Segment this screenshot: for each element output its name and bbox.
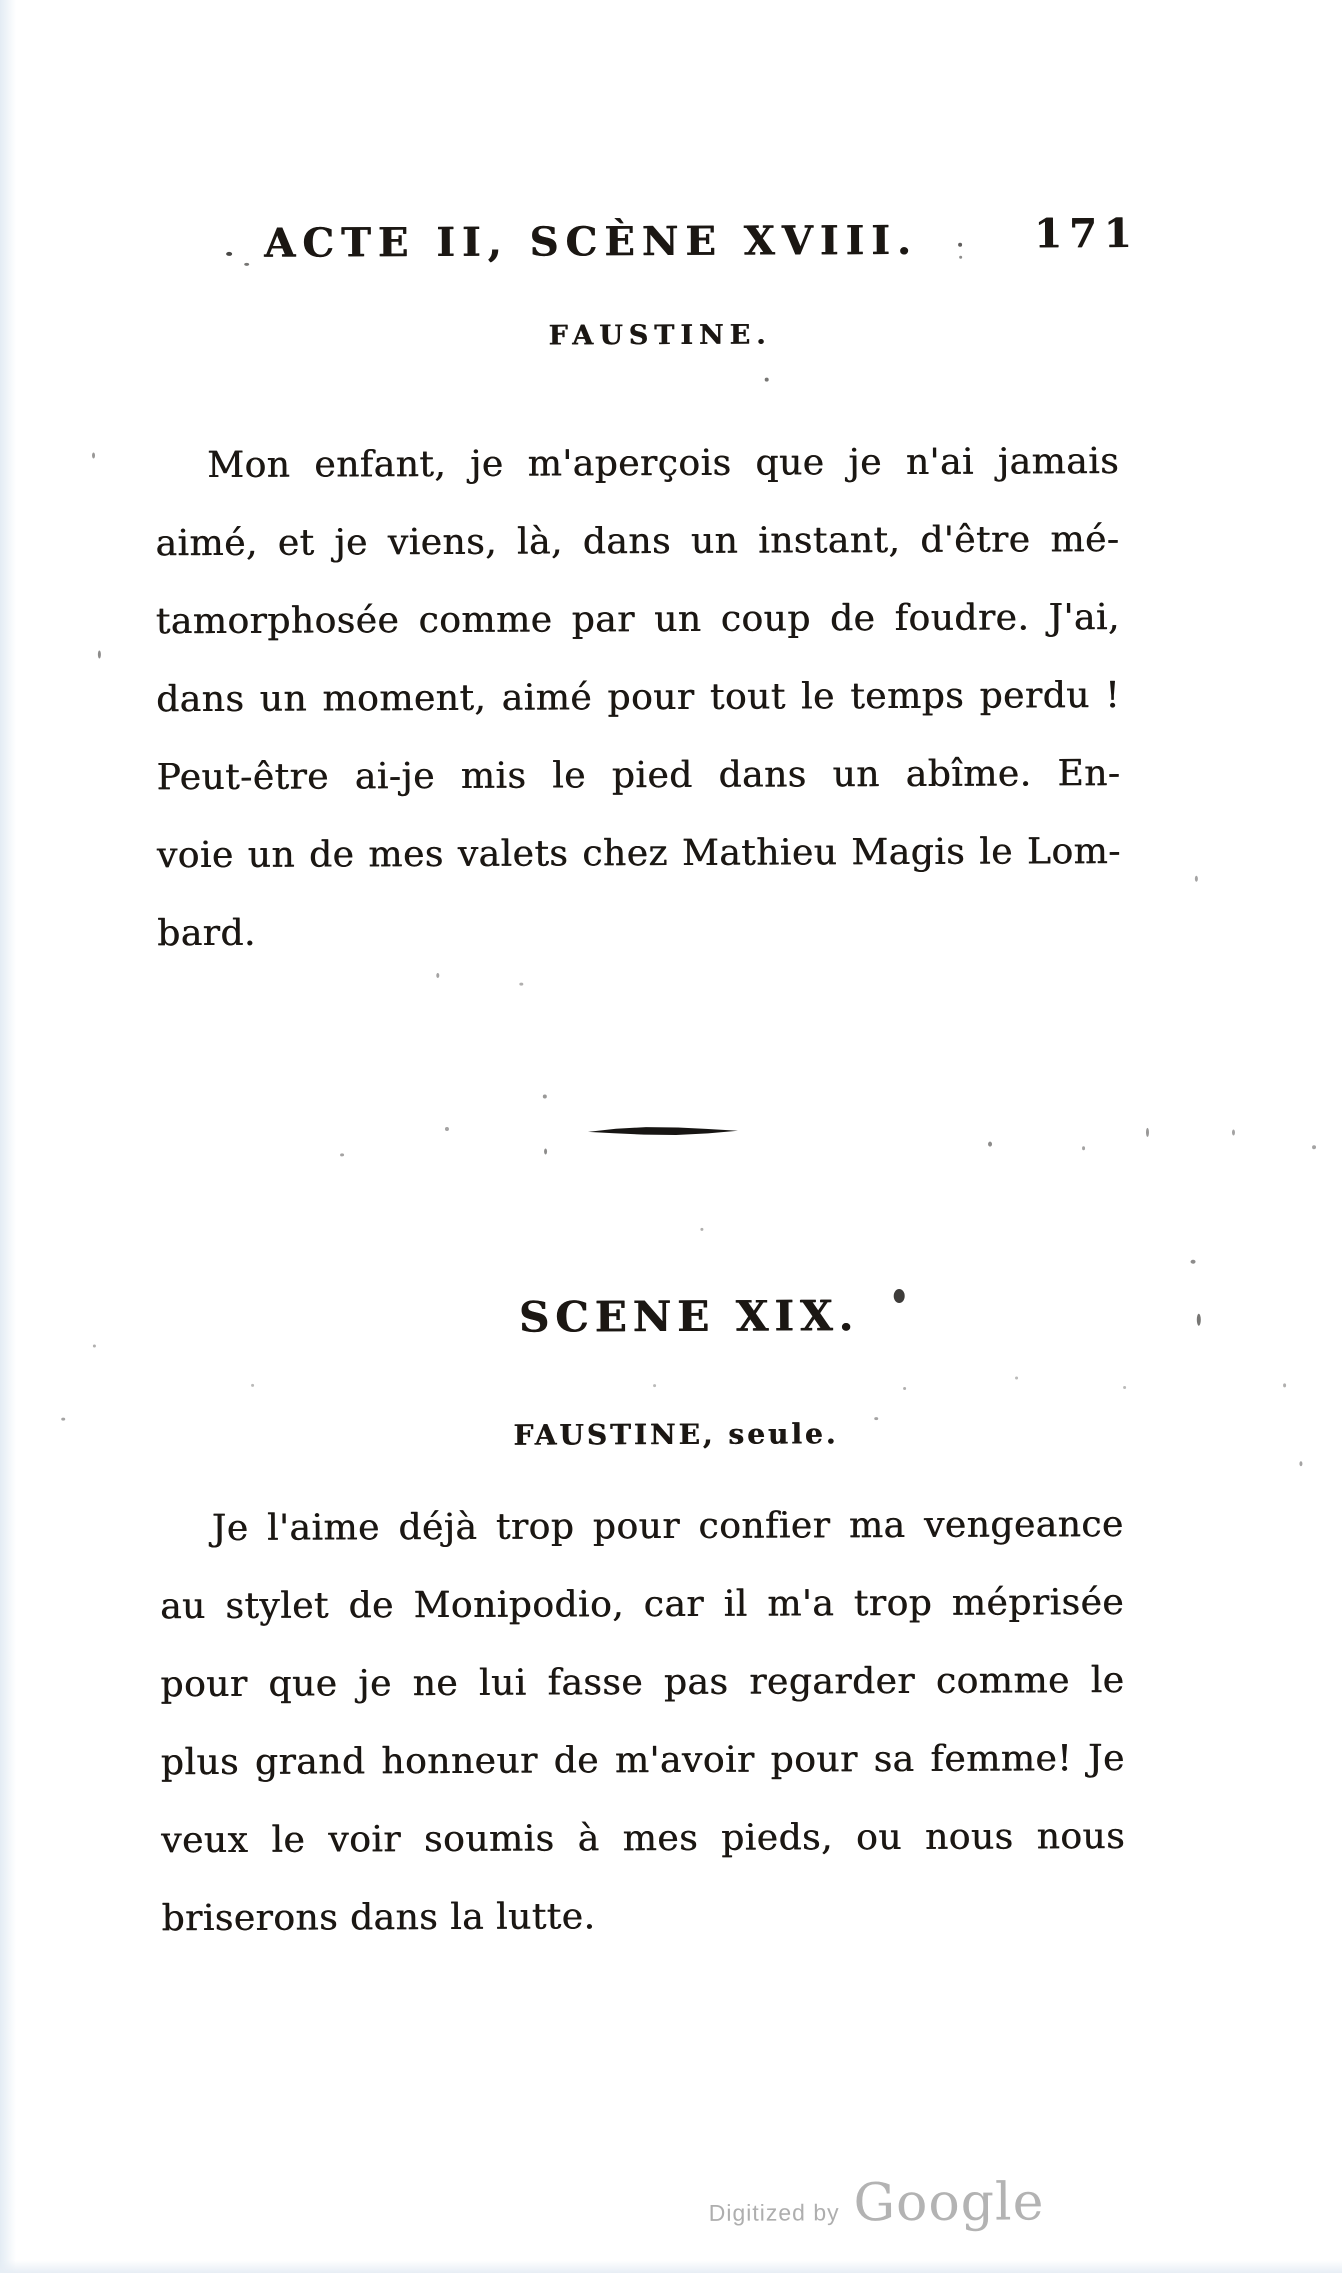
text-line: Je l'aime déjà trop pour confier ma vengeance (211, 1504, 1124, 1550)
scene18-dialogue (155, 423, 1121, 973)
text-line: aimé, et je viens, là, dans un instant, d'être mé- (155, 519, 1120, 565)
google-books-watermark (708, 2172, 1045, 2234)
scan-speck (1015, 1376, 1018, 1379)
scan-speck (903, 1387, 906, 1390)
scan-speck (959, 256, 962, 259)
scan-speck (1299, 1461, 1302, 1466)
scan-speck (894, 1289, 905, 1303)
google-logo: Google (853, 2172, 1045, 2234)
text-line: bard. (157, 912, 256, 955)
scan-speck (544, 1149, 547, 1155)
scan-speck (765, 378, 769, 382)
scan-speck (251, 1384, 254, 1387)
scan-speck (1191, 1260, 1196, 1264)
scan-speck (340, 1153, 344, 1156)
scan-speck (1195, 876, 1198, 882)
digitized-by-label: Digitized by (708, 2199, 840, 2226)
scan-edge-tint-bottom (0, 2260, 1342, 2273)
scan-speck (445, 1127, 449, 1131)
scan-speck (226, 252, 232, 256)
text-line: Peut-être ai-je mis le pied dans un abîme. En- (156, 753, 1121, 799)
scan-speck (244, 263, 249, 266)
scene-divider-ornament (588, 1122, 738, 1135)
scan-speck (93, 1345, 96, 1348)
speaker-name-faustine-seule: FAUSTINE, seule. (513, 1417, 839, 1452)
scan-edge-tint-left (0, 0, 16, 2273)
scan-speck (653, 1384, 656, 1387)
text-line: dans un moment, aimé pour tout le temps perdu ! (155, 675, 1121, 721)
scene19-dialogue (160, 1486, 1126, 1958)
text-line: voie un de mes valets chez Mathieu Magis le Lom- (156, 831, 1121, 877)
scan-speck (92, 453, 95, 459)
page-number: 171 (1033, 209, 1139, 258)
speaker-name-faustine: FAUSTINE. (548, 319, 772, 352)
scan-speck (988, 1142, 992, 1147)
scan-speck (1146, 1128, 1149, 1137)
scan-speck (1197, 1314, 1201, 1326)
text-line: veux le voir soumis à mes pieds, ou nous nous (160, 1816, 1126, 1862)
scan-speck (1283, 1383, 1286, 1387)
scan-speck (519, 983, 523, 986)
scan-speck (958, 243, 962, 247)
text-line: briserons dans la lutte. (161, 1896, 596, 1940)
scan-speck (436, 973, 439, 978)
scan-speck (543, 1095, 547, 1099)
scan-speck (1082, 1146, 1085, 1150)
scan-speck (700, 1228, 703, 1231)
text-line: plus grand honneur de m'avoir pour sa femme! Je (160, 1738, 1125, 1784)
scene19-heading: SCENE XIX. (518, 1291, 860, 1342)
text-line: Mon enfant, je m'aperçois que je n'ai jamais (206, 441, 1120, 487)
text-line: pour que je ne lui fasse pas regarder comme le (160, 1660, 1125, 1706)
running-header-title: ACTE II, SCÈNE XVIII. (263, 216, 918, 267)
scan-speck (1312, 1145, 1316, 1149)
scan-speck (1123, 1386, 1126, 1389)
scan-speck (1232, 1130, 1235, 1136)
text-line: au stylet de Monipodio, car il m'a trop méprisée (159, 1582, 1125, 1628)
scan-speck (61, 1418, 65, 1421)
text-line: tamorphosée comme par un coup de foudre. J'ai, (155, 597, 1120, 643)
scan-speck (98, 650, 101, 658)
scan-speck (874, 1417, 878, 1420)
